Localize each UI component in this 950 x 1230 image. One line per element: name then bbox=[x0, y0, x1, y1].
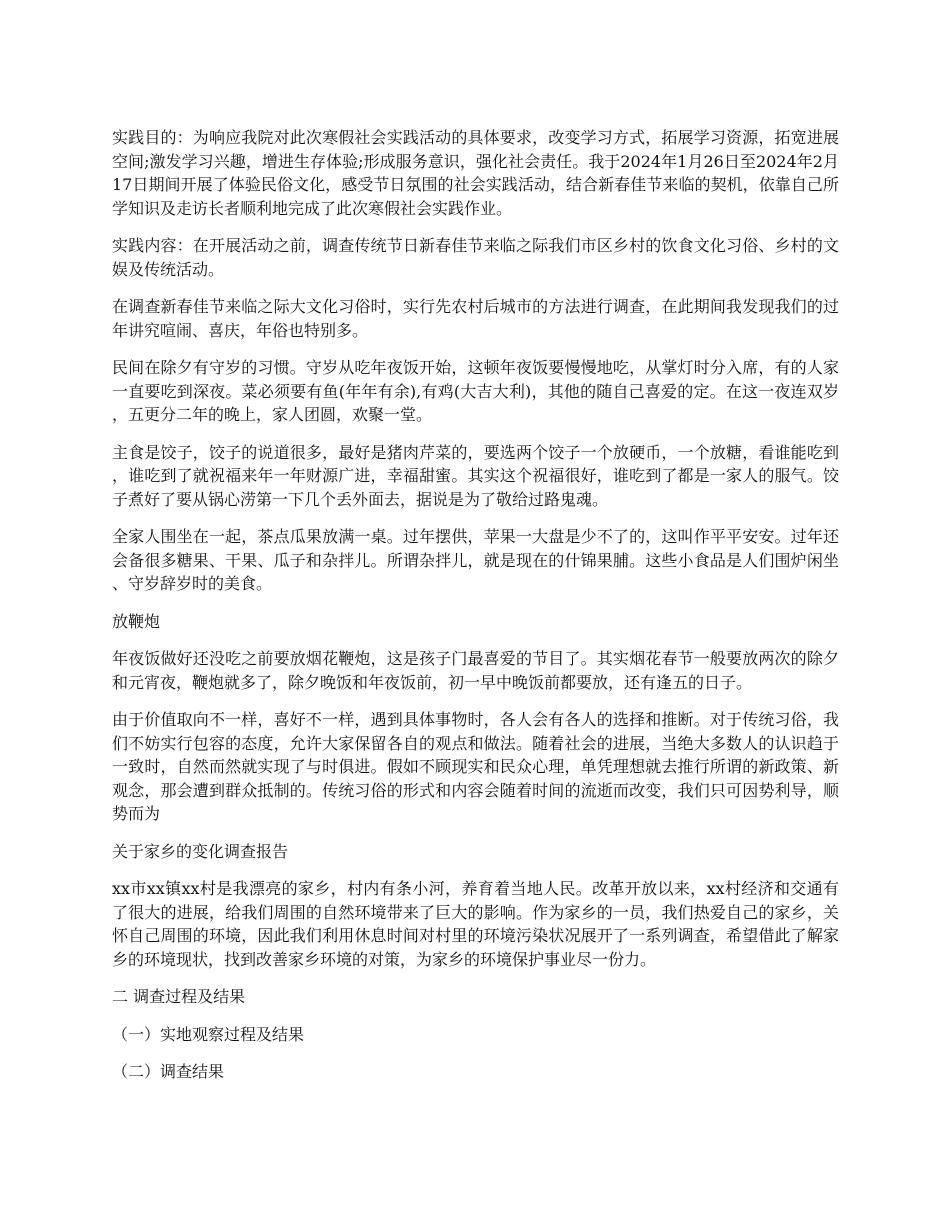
document-page bbox=[112, 126, 839, 1098]
paragraph-new-year-eve-vigil: 民间在除夕有守岁的习惯。守岁从吃年夜饭开始，这顿年夜饭要慢慢地吃，从掌灯时分入席，有的人家一直要吃到深夜。菜必须要有鱼(年年有余),有鸡(大吉大利)，其他的随自己喜爱的定。在这一夜连双岁，五更分二年的晚上，家人团圆，欢聚一堂。 bbox=[112, 358, 839, 424]
section-heading-hometown-report: 关于家乡的变化调查报告 bbox=[112, 841, 289, 861]
subsection-heading-survey-results: （二）调查结果 bbox=[112, 1062, 225, 1081]
section-heading-firecrackers: 放鞭炮 bbox=[112, 611, 161, 631]
paragraph-practice-purpose: 实践目的：为响应我院对此次寒假社会实践活动的具体要求，改变学习方式，拓展学习资源，拓宽进展空间;激发学习兴趣，增进生存体验;形成服务意识，强化社会责任。我于2024年1月26日至2024年2月17日期间开展了体验民俗文化，感受节日氛围的社会实践活动，结合新春佳节来临的契机，依靠自己所学知识及走访长者顺利地完成了此次寒假社会实践作业。 bbox=[112, 128, 839, 218]
paragraph-firecrackers: 年夜饭做好还没吃之前要放烟花鞭炮，这是孩子门最喜爱的节目了。其实烟花春节一般要放两次的除夕和元宵夜，鞭炮就多了，除夕晚饭和年夜饭前，初一早中晚饭前都要放，还有逢五的日子。 bbox=[112, 649, 839, 692]
paragraph-tradition-values: 由于价值取向不一样，喜好不一样，遇到具体事物时，各人会有各人的选择和推断。对于传统习俗，我们不妨实行包容的态度，允许大家保留各自的观点和做法。随着社会的进展，当绝大多数人的认识趋于一致时，自然而然就实现了与时俱进。假如不顾现实和民众心理，单凭理想就去推行所谓的新政策、新观念，那会遭到群众抵制的。传统习俗的形式和内容会随着时间的流逝而改变，我们只可因势利导，顺势而为 bbox=[112, 710, 839, 823]
subsection-heading-field-observation: （一）实地观察过程及结果 bbox=[112, 1024, 305, 1044]
section-heading-survey-process: 二 调查过程及结果 bbox=[112, 987, 246, 1006]
paragraph-practice-content: 实践内容：在开展活动之前，调查传统节日新春佳节来临之际我们市区乡村的饮食文化习俗、乡村的文娱及传统活动。 bbox=[112, 236, 839, 279]
paragraph-family-gathering: 全家人围坐在一起，茶点瓜果放满一桌。过年摆供，苹果一大盘是少不了的，这叫作平平安安。过年还会备很多糖果、干果、瓜子和杂拌儿。所谓杂拌儿，就是现在的什锦果脯。这些小食品是人们围炉闲坐、守岁辞岁时的美食。 bbox=[112, 527, 839, 593]
paragraph-hometown-intro: xx市xx镇xx村是我漂亮的家乡，村内有条小河，养育着当地人民。改革开放以来，xx村经济和交通有了很大的进展，给我们周围的自然环境带来了巨大的影响。作为家乡的一员，我们热爱自己的家乡，关怀自己周围的环境，因此我们利用休息时间对村里的环境污染状况展开了一系列调查，希望借此了解家乡的环境现状，找到改善家乡环境的对策，为家乡的环境保护事业尽一份力。 bbox=[112, 879, 839, 969]
paragraph-survey-method: 在调查新春佳节来临之际大文化习俗时，实行先农村后城市的方法进行调查，在此期间我发现我们的过年讲究喧闹、喜庆，年俗也特别多。 bbox=[112, 297, 839, 340]
paragraph-dumplings: 主食是饺子，饺子的说道很多，最好是猪肉芹菜的，要选两个饺子一个放硬币，一个放糖，看谁能吃到，谁吃到了就祝福来年一年财源广进，幸福甜蜜。其实这个祝福很好，谁吃到了都是一家人的服气。饺子煮好了要从锅心涝第一下几个丢外面去，据说是为了敬给过路鬼魂。 bbox=[112, 442, 839, 509]
